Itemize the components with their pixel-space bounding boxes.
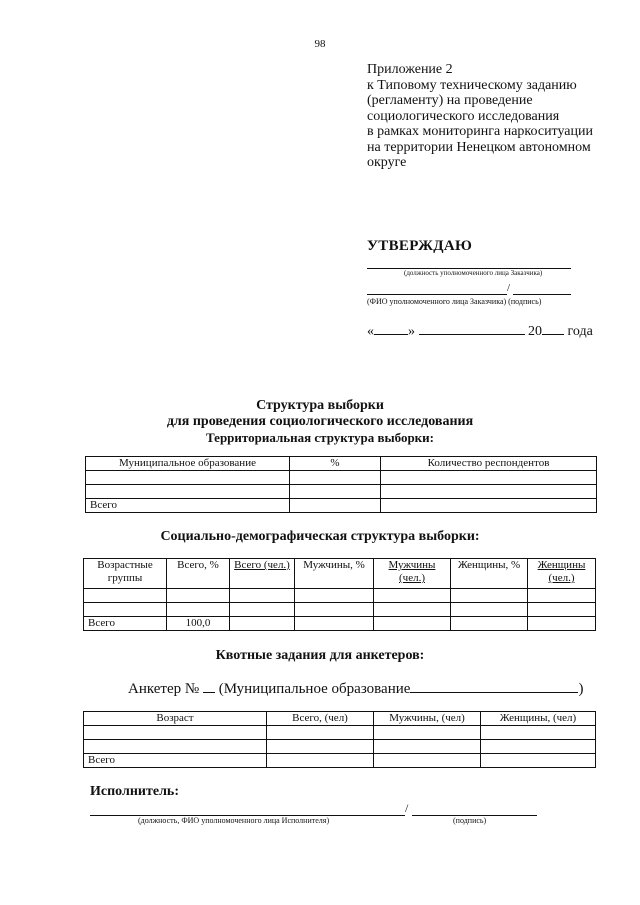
table-row <box>84 726 596 740</box>
executor-slash: / <box>405 801 409 815</box>
total-label: Всего <box>84 754 267 768</box>
date-month-blank <box>419 322 525 335</box>
executor-title: Исполнитель: <box>90 784 179 799</box>
appendix-line: к Типовому техническому заданию <box>367 77 577 93</box>
header-cell: Мужчины (чел.) <box>374 559 451 589</box>
position-caption: (должность уполномоченного лица Заказчика) <box>404 269 543 277</box>
table-row <box>84 589 596 603</box>
executor-right-caption: (подпись) <box>453 816 487 825</box>
header-cell: Возрастные группы <box>84 559 167 589</box>
appendix-line: в рамках мониторинга наркоситуации <box>367 124 593 139</box>
date-close-quote: » <box>408 324 415 339</box>
header-cell: Возраст <box>84 712 267 726</box>
structure-subtitle: для проведения социологического исследования <box>166 414 474 429</box>
header-cell: Всего, % <box>167 559 230 589</box>
quota-title: Квотные задания для анкетеров: <box>215 648 425 663</box>
header-cell: Всего, (чел) <box>267 712 374 726</box>
page-number: 98 <box>314 38 326 50</box>
header-cell: Мужчины, % <box>295 559 374 589</box>
date-year-suffix: года <box>567 324 593 339</box>
date-day-blank <box>374 322 408 335</box>
date-open-quote: « <box>367 324 374 339</box>
fio-slash: / <box>507 282 511 294</box>
header-cell: Мужчины, (чел) <box>374 712 481 726</box>
appendix-line: Приложение 2 <box>367 62 453 77</box>
table-row <box>84 603 596 617</box>
date-year-blank <box>542 322 564 335</box>
total-percent: 100,0 <box>167 617 230 631</box>
demographic-table <box>83 558 596 631</box>
anketer-close: ) <box>578 681 584 697</box>
appendix-line: (регламенту) на проведение <box>367 93 533 108</box>
sign-signature-line <box>513 294 571 295</box>
date-year-prefix: 20 <box>528 324 542 339</box>
table-row <box>84 740 596 754</box>
header-cell: Всего (чел.) <box>230 559 295 589</box>
anketer-middle: (Муниципальное образование <box>218 681 411 697</box>
executor-left-caption: (должность, ФИО уполномоченного лица Исполнителя) <box>138 816 330 825</box>
header-cell: % <box>290 457 381 471</box>
quota-table <box>83 711 596 768</box>
anketer-number-blank <box>203 679 215 693</box>
anketer-line <box>128 679 583 698</box>
fio-signature-line <box>367 294 507 295</box>
table-row <box>86 485 597 499</box>
table-header-row <box>84 559 596 589</box>
header-cell: Женщины, (чел) <box>481 712 596 726</box>
approval-date-line <box>367 322 593 340</box>
appendix-line: округе <box>367 155 407 170</box>
table-header-row <box>86 457 597 471</box>
header-cell: Женщины, % <box>451 559 528 589</box>
approval-title: УТВЕРЖДАЮ <box>367 238 473 254</box>
table-row <box>84 617 596 631</box>
table-header-row <box>84 712 596 726</box>
total-label: Всего <box>84 617 167 631</box>
demographic-title: Социально-демографическая структура выборки: <box>160 529 480 544</box>
total-label: Всего <box>86 499 290 513</box>
appendix-line: социологического исследования <box>367 108 560 124</box>
table-row <box>86 471 597 485</box>
header-cell: Женщины (чел.) <box>528 559 596 589</box>
territorial-title: Территориальная структура выборки: <box>206 430 434 445</box>
territorial-table <box>85 456 597 513</box>
header-cell: Муниципальное образование <box>86 457 290 471</box>
header-cell: Количество респондентов <box>381 457 597 471</box>
table-row <box>86 499 597 513</box>
anketer-prefix: Анкетер № <box>128 681 200 697</box>
appendix-line: на территории Ненецком автономном <box>367 139 591 155</box>
municipality-blank <box>410 679 578 693</box>
structure-title: Структура выборки <box>256 398 384 413</box>
fio-caption: (ФИО уполномоченного лица Заказчика) (подпись) <box>367 297 542 306</box>
appendix-header <box>367 62 632 171</box>
table-row <box>84 754 596 768</box>
